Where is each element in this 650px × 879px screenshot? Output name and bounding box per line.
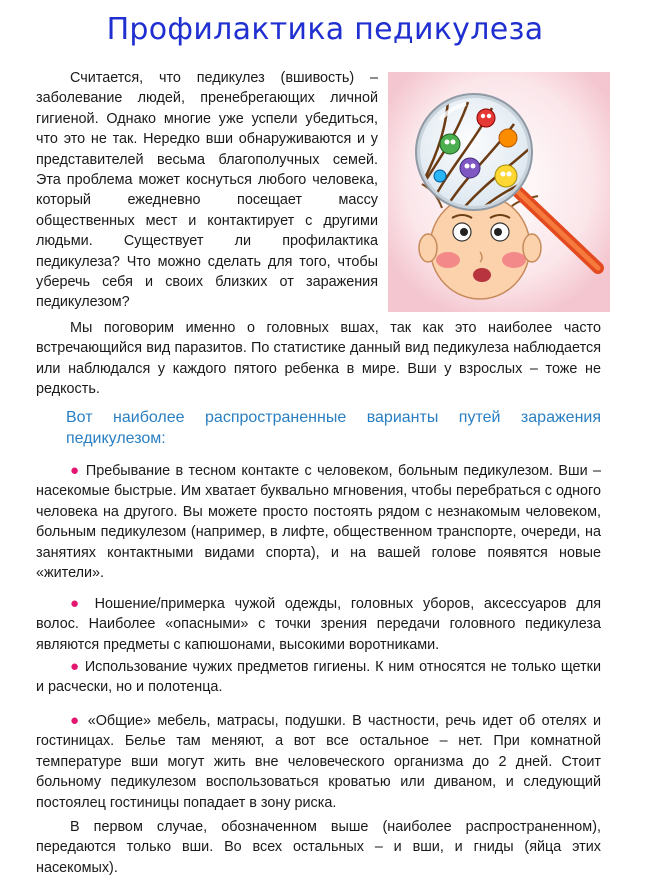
section-subheading: Вот наиболее распространенные варианты путей заражения педикулезом:	[66, 409, 601, 447]
intro-paragraph: Считается, что педикулез (вшивость) – заболевание людей, пренебрегающих личной гигиеной. Однако многие уже успели убедиться, что это не так. Нередко вши обнаруживаются и у представителей весьма благополучных семей. Эта проблема может коснуться любого человека, который ежедневно посещает массу общественных мест и контактирует с другими людьми. Существует ли профилактика педикулеза? Что можно сделать для того, чтобы уберечь себя и своих близких от заражения педикулезом?	[36, 70, 378, 311]
paragraph-conclusion: В первом случае, обозначенном выше (наиболее распространенном), передаются только вши. Во всех остальных – и вши, и гниды (яйца этих насекомых).	[36, 819, 601, 876]
lice-magnifier-illustration	[388, 72, 610, 312]
list-item	[36, 657, 601, 698]
paragraph-head-lice: Мы поговорим именно о головных вшах, так как это наиболее часто встречающийся вид паразитов. По статистике данный вид педикулеза наблюдается или наблюдался у каждого пятого ребенка в мире. Вши у взрослых – тоже не редкость.	[36, 320, 601, 398]
list-item-text: Ношение/примерка чужой одежды, головных уборов, аксессуаров для волос. Наиболее «опасными» с точки зрения передачи головного педикулеза являются предметы с капюшонами, высокими воротниками.	[36, 596, 602, 653]
bullet-icon: ●	[70, 712, 82, 729]
list-item	[36, 461, 601, 583]
bullet-icon: ●	[70, 658, 80, 675]
list-item	[36, 711, 601, 813]
bullet-icon: ●	[70, 462, 81, 479]
list-item-text: «Общие» мебель, матрасы, подушки. В частности, речь идет об отелях и гостиницах. Белье там меняют, а вот все остальное – нет. При комнатной температуре вши могут жить вне человеческого организма до 2 дней. Стоит больному педикулезом воспользоваться кроватью или диваном, и следующий постоялец гостиницы попадает в зону риска.	[36, 713, 602, 811]
list-item-text: Использование чужих предметов гигиены. К ним относятся не только щетки и расчески, но и полотенца.	[36, 659, 602, 696]
list-item-text: Пребывание в тесном контакте с человеком, больным педикулезом. Вши – насекомые быстрые. Им хватает буквально мгновения, чтобы перебраться с одного человека на другого. Вы можете просто постоять рядом с незнакомым человеком, больным педикулезом (например, в лифте, общественном транспорте, очереди, на занятиях контактными видами спорта), и на вашей голове появятся новые «жители».	[36, 463, 602, 582]
bullet-icon: ●	[70, 595, 85, 612]
page-title: Профилактика педикулеза	[106, 12, 544, 47]
list-item	[36, 594, 601, 655]
